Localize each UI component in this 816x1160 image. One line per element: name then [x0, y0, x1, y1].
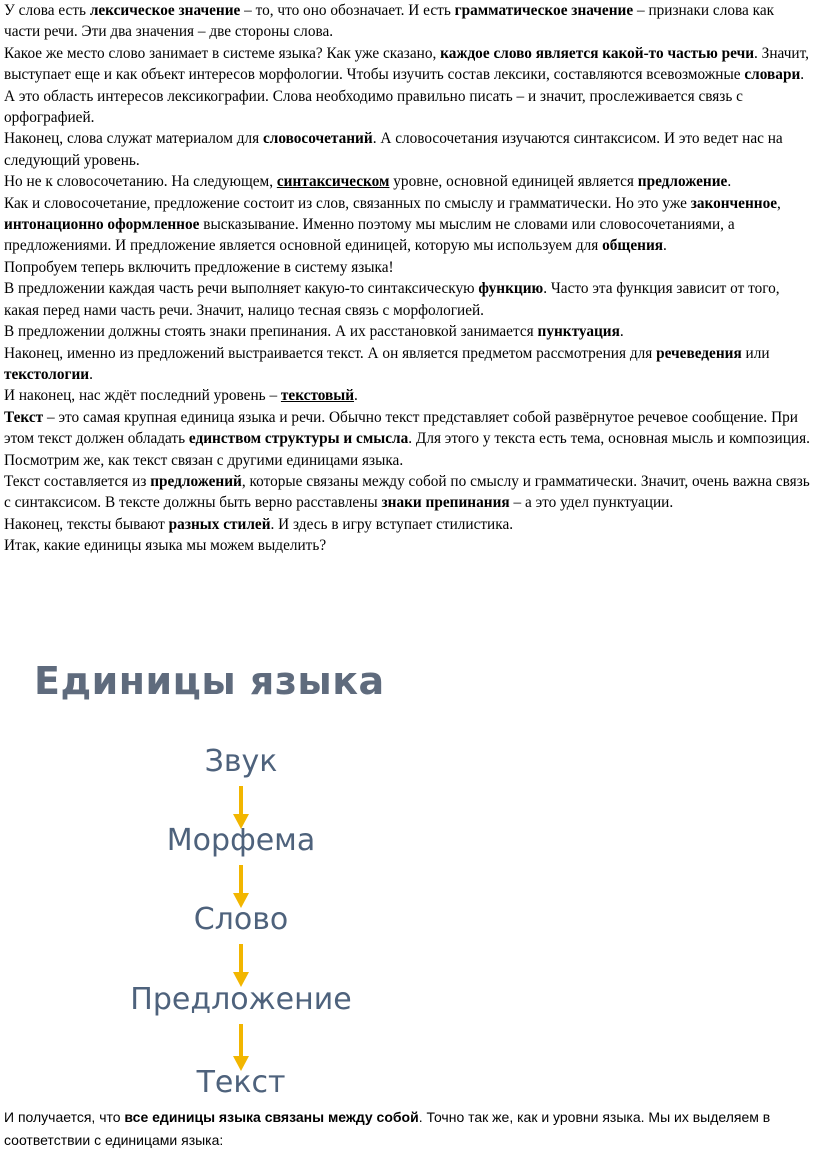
- document-body: [4, 0, 812, 557]
- text-run: . Точно так же, как и уровни языка. Мы их выделяем в соответствии с единицами языка:: [4, 1109, 771, 1148]
- language-units-diagram: [0, 652, 816, 1107]
- paragraph: [4, 514, 812, 535]
- paragraph: [4, 343, 812, 386]
- paragraph: [4, 535, 812, 556]
- text-run: И наконец, нас ждёт последний уровень –: [4, 387, 281, 405]
- text-run: Как и словосочетание, предложение состоит из слов, связанных по смыслу и грамматически. Но это уже: [4, 194, 691, 212]
- text-run: Попробуем теперь включить предложение в систему языка!: [4, 258, 394, 276]
- text-run: .: [727, 173, 732, 191]
- footer-text: [4, 1106, 812, 1152]
- unit-sentence: Предложение: [130, 982, 352, 1017]
- emphasis-text: словосочетаний: [262, 130, 373, 148]
- text-run: . Часто эта функция зависит от того, какая перед нами часть речи. Значит, налицо тесная связь с морфологией.: [4, 280, 780, 319]
- text-run: . И здесь в игру вступает стилистика.: [270, 515, 514, 533]
- emphasis-text: функцию: [478, 280, 544, 298]
- text-run: .: [354, 387, 358, 405]
- paragraph: [4, 321, 812, 342]
- emphasis-text: все единицы языка связаны между собой: [124, 1109, 419, 1125]
- paragraph: [4, 385, 812, 406]
- paragraph: [4, 128, 812, 171]
- emphasis-text: предложение: [637, 173, 728, 191]
- text-run: . Для этого у текста есть тема, основная мысль и композиция.: [408, 430, 810, 448]
- emphasis-text: общения: [602, 237, 664, 255]
- unit-text: Текст: [196, 1065, 286, 1100]
- text-run: .: [619, 323, 624, 341]
- text-run: или: [741, 344, 770, 362]
- paragraph: [4, 450, 812, 471]
- emphasis-text: законченное: [690, 194, 778, 212]
- emphasis-text: каждое слово является какой-то частью речи: [440, 44, 755, 62]
- diagram-title: Единицы языка: [34, 659, 385, 703]
- text-run: Какое же место слово занимает в системе языка? Как уже сказано,: [4, 44, 441, 62]
- paragraph: [4, 0, 812, 43]
- emphasis-text: речеведения: [656, 344, 742, 362]
- text-run: . А словосочетания изучаются синтаксисом. И это ведет нас на следующий уровень.: [4, 130, 783, 169]
- emphasis-text: синтаксическом: [276, 173, 390, 191]
- text-run: – а это удел пунктуации.: [509, 494, 674, 512]
- text-run: В предложении каждая часть речи выполняет какую-то синтаксическую: [4, 280, 479, 298]
- text-run: высказывание. Именно поэтому мы мыслим не словами или словосочетаниями, а предложениями. И предложение является основной единицей, которую мы используем для: [4, 216, 735, 255]
- text-run: .: [663, 237, 667, 255]
- text-run: .: [89, 365, 93, 383]
- emphasis-text: текстологии: [4, 365, 90, 383]
- text-run: уровне, основной единицей является: [389, 173, 638, 191]
- text-run: Посмотрим же, как текст связан с другими единицами языка.: [4, 451, 404, 469]
- emphasis-text: интонационно оформленное: [4, 216, 200, 234]
- text-run: – то, что оно обозначает. И есть: [240, 2, 455, 19]
- paragraph: [4, 193, 812, 257]
- unit-word: Слово: [193, 902, 289, 937]
- unit-morpheme: Морфема: [166, 823, 316, 858]
- emphasis-text: словари: [744, 66, 801, 84]
- text-run: – это самая крупная единица языка и речи. Обычно текст представляет собой развёрнутое речевое сообщение. При этом текст должен обладать: [4, 408, 798, 448]
- unit-sound: Звук: [204, 744, 278, 779]
- paragraph: [4, 257, 812, 278]
- emphasis-text: знаки препинания: [381, 494, 510, 512]
- text-run: ,: [777, 194, 781, 212]
- emphasis-text: пунктуация: [537, 323, 620, 341]
- text-run: Наконец, слова служат материалом для: [4, 130, 263, 148]
- emphasis-text: Текст: [4, 408, 44, 426]
- text-run: . Значит, выступает еще и как объект интересов морфологии. Чтобы изучить состав лексики, составляются всевозможные: [4, 44, 809, 84]
- emphasis-text: текстовый: [280, 387, 355, 405]
- paragraph: [4, 1106, 812, 1152]
- paragraph: [4, 43, 812, 129]
- closing-paragraph: [4, 1106, 812, 1152]
- text-run: – признаки слова как части речи. Эти два значения – две стороны слова.: [4, 2, 775, 41]
- emphasis-text: единством структуры и смысла: [188, 430, 409, 448]
- emphasis-text: грамматическое значение: [454, 2, 634, 19]
- paragraph: [4, 278, 812, 321]
- text-run: , которые связаны между собой по смыслу и грамматически. Значит, очень важна связь с синтаксисом. В тексте должны быть верно расставлены: [4, 472, 810, 512]
- text-run: Наконец, тексты бывают: [4, 515, 169, 533]
- text-run: В предложении должны стоять знаки препинания. А их расстановкой занимается: [4, 323, 538, 341]
- emphasis-text: разных стилей: [168, 515, 271, 533]
- text-run: . А это область интересов лексикографии. Слова необходимо правильно писать – и значит, прослеживается связь с орфографией.: [4, 66, 805, 127]
- text-run: И получается, что: [4, 1109, 125, 1125]
- text-run: Итак, какие единицы языка мы можем выделить?: [4, 537, 327, 555]
- text-run: У слова есть: [4, 2, 90, 19]
- emphasis-text: предложений: [150, 472, 242, 490]
- paragraph: [4, 471, 812, 514]
- text-run: Текст составляется из: [4, 472, 151, 490]
- body-text: [4, 0, 812, 557]
- paragraph: [4, 171, 812, 192]
- text-run: Наконец, именно из предложений выстраивается текст. А он является предметом рассмотрения для: [4, 344, 657, 362]
- emphasis-text: лексическое значение: [89, 2, 241, 19]
- paragraph: [4, 407, 812, 450]
- text-run: Но не к словосочетанию. На следующем,: [4, 173, 277, 191]
